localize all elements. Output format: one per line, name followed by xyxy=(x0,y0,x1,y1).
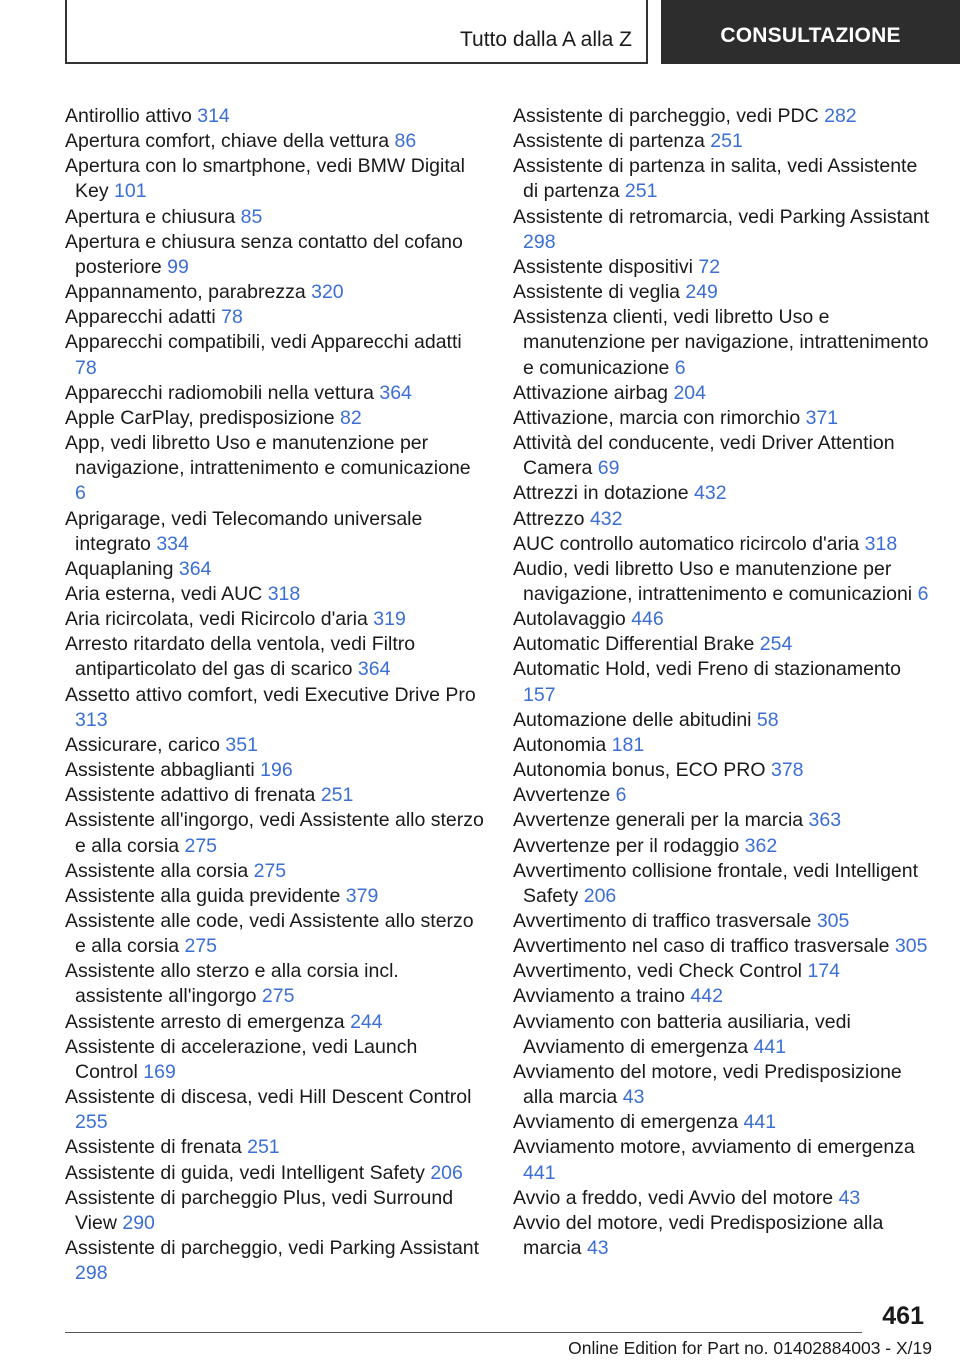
index-entry-text: Assistente di partenza xyxy=(513,130,705,153)
index-entry-text: Assistente alle code, vedi Assistente allo sterzo e alla corsia xyxy=(65,910,474,958)
index-entry xyxy=(65,431,485,506)
index-entry-text: Avvertenze per il rodaggio xyxy=(513,834,740,857)
index-entry xyxy=(513,129,933,154)
page-reference-link[interactable]: 174 xyxy=(807,960,840,983)
page-reference-link[interactable]: 305 xyxy=(816,910,850,932)
index-entry-text: Assistente arresto di emergenza xyxy=(65,1010,345,1033)
index-entry xyxy=(65,1161,485,1186)
index-entry xyxy=(65,909,485,959)
page-reference-link[interactable]: 318 xyxy=(267,582,301,605)
index-entry xyxy=(513,154,933,204)
index-entry-text: Assistente di guida, vedi Intelligent Safety xyxy=(65,1161,425,1184)
page-reference-link[interactable]: 362 xyxy=(744,834,778,857)
page-reference-link[interactable]: 6 xyxy=(75,482,86,505)
page-reference-link[interactable]: 69 xyxy=(597,457,620,480)
index-entry xyxy=(65,154,485,204)
page-reference-link[interactable]: 442 xyxy=(690,985,723,1008)
index-entry-text: Assistente di discesa, vedi Hill Descent Control xyxy=(65,1086,472,1109)
index-entry-text: Automatic Differential Brake xyxy=(513,633,755,656)
index-entry xyxy=(513,909,933,934)
chapter-tab xyxy=(661,0,960,64)
page-reference-link[interactable]: 6 xyxy=(615,784,627,807)
chapter-tab-label: CONSULTAZIONE xyxy=(720,24,901,47)
index-entry xyxy=(65,1236,485,1286)
page-reference-link[interactable]: 432 xyxy=(589,507,623,530)
index-entry xyxy=(513,758,933,783)
index-entry xyxy=(65,607,485,632)
index-entry-text: Avviamento del motore, vedi Predisposizione alla marcia xyxy=(513,1060,902,1109)
page-reference-link[interactable]: 334 xyxy=(156,532,189,555)
page-reference-link[interactable]: 254 xyxy=(759,633,793,656)
index-entry xyxy=(65,582,485,607)
index-entry-text: Avvertimento, vedi Check Control xyxy=(513,960,803,983)
index-entry-text: Assistente di accelerazione, vedi Launch Control xyxy=(65,1035,418,1083)
index-entry xyxy=(65,104,485,129)
index-entry-text: Assistente alla corsia xyxy=(65,859,249,882)
page-reference-link[interactable]: 364 xyxy=(379,381,412,404)
index-entry xyxy=(513,1010,933,1060)
index-entry xyxy=(65,959,485,1009)
page-reference-link[interactable]: 99 xyxy=(167,255,189,278)
index-entry xyxy=(65,884,485,909)
index-entry-text: Assicurare, carico xyxy=(65,733,220,756)
page-reference-link[interactable]: 244 xyxy=(350,1010,383,1033)
index-entry xyxy=(65,205,485,230)
index-entry xyxy=(65,557,485,582)
index-entry xyxy=(513,532,933,557)
index-entry xyxy=(65,305,485,330)
page-reference-link[interactable]: 319 xyxy=(373,608,406,631)
page-reference-link[interactable]: 82 xyxy=(339,406,362,429)
index-entry xyxy=(65,381,485,406)
index-entry xyxy=(513,481,933,506)
page-reference-link[interactable]: 378 xyxy=(770,759,804,782)
index-entry xyxy=(65,683,485,733)
page-reference-link[interactable]: 441 xyxy=(523,1161,556,1184)
page-reference-link[interactable]: 290 xyxy=(122,1211,155,1234)
index-entry xyxy=(513,808,933,833)
index-entry xyxy=(65,1085,485,1135)
index-entry xyxy=(513,632,933,657)
index-entry-text: Aria esterna, vedi AUC xyxy=(65,582,263,605)
index-entry xyxy=(513,205,933,255)
page-reference-link[interactable]: 58 xyxy=(756,708,779,731)
index-entry xyxy=(65,733,485,758)
page-reference-link[interactable]: 446 xyxy=(631,608,664,631)
index-entry xyxy=(513,406,933,431)
page-reference-link[interactable]: 305 xyxy=(894,935,928,958)
index-entry xyxy=(513,1135,933,1185)
index-entry-text: Autolavaggio xyxy=(513,608,626,631)
index-entry-text: Avviamento motore, avviamento di emergenza xyxy=(513,1136,915,1159)
page-reference-link[interactable]: 275 xyxy=(184,935,218,958)
page-reference-link[interactable]: 78 xyxy=(75,356,97,379)
page-reference-link[interactable]: 101 xyxy=(114,180,147,203)
index-entry-text: Attrezzo xyxy=(513,507,585,530)
index-entry xyxy=(513,733,933,758)
page-reference-link[interactable]: 251 xyxy=(624,180,658,203)
index-entry-text: Assetto attivo comfort, vedi Executive Drive Pro xyxy=(65,683,476,706)
index-entry xyxy=(513,984,933,1009)
index-entry-text: Assistente allo sterzo e alla corsia incl. assistente all'ingorgo xyxy=(65,960,399,1008)
index-entry xyxy=(65,783,485,808)
index-entry-text: Assistente di frenata xyxy=(65,1136,242,1159)
page-reference-link[interactable]: 43 xyxy=(586,1237,609,1260)
index-entry xyxy=(513,1186,933,1211)
index-entry-text: Avvertenze xyxy=(513,784,611,807)
page-reference-link[interactable]: 363 xyxy=(808,809,842,832)
index-entry xyxy=(513,507,933,532)
page-reference-link[interactable]: 320 xyxy=(311,281,344,304)
index-entry-text: Assistente all'ingorgo, vedi Assistente allo sterzo e alla corsia xyxy=(65,809,484,857)
index-entry-text: Avvertimento collisione frontale, vedi Intelligent Safety xyxy=(513,859,919,907)
index-entry-text: Avvertenze generali per la marcia xyxy=(513,809,804,832)
index-entry-text: Attività del conducente, vedi Driver Attention Camera xyxy=(513,432,895,480)
index-entry xyxy=(513,607,933,632)
page-reference-link[interactable]: 275 xyxy=(253,859,287,882)
index-entry xyxy=(513,959,933,984)
page-reference-link[interactable]: 432 xyxy=(694,482,727,505)
index-entry-text: Avvio del motore, vedi Predisposizione alla marcia xyxy=(513,1211,884,1260)
page-reference-link[interactable]: 364 xyxy=(357,658,391,681)
index-entry-text: Assistente di partenza in salita, vedi Assistente di partenza xyxy=(513,155,918,203)
index-entry-text: Assistente adattivo di frenata xyxy=(65,784,316,807)
index-entry xyxy=(65,859,485,884)
page-reference-link[interactable]: 251 xyxy=(247,1136,280,1159)
index-entry-text: Assistente di veglia xyxy=(513,281,680,304)
index-entry xyxy=(513,783,933,808)
index-entry-text: Audio, vedi libretto Uso e manutenzione per navigazione, intrattenimento e comunicazioni xyxy=(513,557,913,605)
page-reference-link[interactable]: 78 xyxy=(221,306,243,329)
index-entry-text: Assistente di parcheggio, vedi Parking Assistant xyxy=(65,1237,480,1260)
index-entry-text: Apertura comfort, chiave della vettura xyxy=(65,130,390,153)
page-reference-link[interactable]: 6 xyxy=(917,582,929,605)
page-reference-link[interactable]: 441 xyxy=(743,1111,777,1134)
index-entry xyxy=(65,758,485,783)
page-reference-link[interactable]: 314 xyxy=(197,105,230,127)
index-entry xyxy=(513,557,933,607)
page-reference-link[interactable]: 275 xyxy=(184,834,218,857)
index-entry-text: Attivazione airbag xyxy=(513,381,669,404)
index-entry xyxy=(65,1035,485,1085)
index-entry xyxy=(65,1135,485,1160)
index-entry-text: Apertura e chiusura xyxy=(65,205,236,228)
page-reference-link[interactable]: 251 xyxy=(710,130,743,153)
index-entry xyxy=(513,1060,933,1110)
page-reference-link[interactable]: 379 xyxy=(345,884,379,907)
index-entry-text: Apertura e chiusura senza contatto del cofano posteriore xyxy=(65,230,463,278)
index-entry-text: Attrezzi in dotazione xyxy=(513,482,689,505)
page-reference-link[interactable]: 351 xyxy=(225,733,258,756)
index-entry-text: Assistente di retromarcia, vedi Parking Assistant xyxy=(513,205,930,228)
index-entry-text: Avviamento a traino xyxy=(513,985,685,1008)
index-entry-text: Autonomia xyxy=(513,733,607,756)
index-entry-text: Appannamento, parabrezza xyxy=(65,281,306,304)
page-reference-link[interactable]: 298 xyxy=(523,230,556,253)
page-reference-link[interactable]: 249 xyxy=(685,281,718,304)
index-entry-text: App, vedi libretto Uso e manutenzione per navigazione, intrattenimento e comunicazione xyxy=(65,432,471,480)
index-entry xyxy=(65,280,485,305)
page-reference-link[interactable]: 157 xyxy=(523,683,556,706)
index-entry-text: Avvio a freddo, vedi Avvio del motore xyxy=(513,1186,834,1209)
index-entry xyxy=(513,934,933,959)
page-reference-link[interactable]: 204 xyxy=(673,381,706,404)
index-entry-text: Avvertimento di traffico trasversale xyxy=(513,910,812,932)
index-entry xyxy=(65,330,485,380)
index-entry-text: Avviamento con batteria ausiliaria, vedi Avviamento di emergenza xyxy=(513,1010,851,1058)
page-reference-link[interactable]: 72 xyxy=(698,255,721,278)
index-column-right xyxy=(513,104,933,1261)
index-entry xyxy=(65,230,485,280)
page-reference-link[interactable]: 206 xyxy=(430,1161,463,1184)
index-entry xyxy=(513,859,933,909)
index-entry-text: Aprigarage, vedi Telecomando universale integrato xyxy=(65,507,423,555)
index-entry xyxy=(513,708,933,733)
index-entry xyxy=(513,381,933,406)
index-entry-text: Assistente di parcheggio Plus, vedi Surround View xyxy=(65,1186,454,1234)
index-entry-text: Apparecchi radiomobili nella vettura xyxy=(65,381,374,404)
index-entry-text: Automazione delle abitudini xyxy=(513,708,752,731)
page-reference-link[interactable]: 275 xyxy=(261,985,295,1008)
footer-divider xyxy=(65,1332,862,1333)
page-number: 461 xyxy=(882,1302,924,1330)
page-reference-link[interactable]: 298 xyxy=(75,1262,108,1285)
index-entry-text: Avviamento di emergenza xyxy=(513,1111,739,1134)
index-entry xyxy=(513,255,933,280)
page-reference-link[interactable]: 43 xyxy=(838,1186,861,1209)
index-entry xyxy=(65,507,485,557)
index-entry xyxy=(513,1110,933,1135)
page-reference-link[interactable]: 6 xyxy=(674,356,686,379)
index-entry xyxy=(513,305,933,380)
edition-note: Online Edition for Part no. 01402884003 - X/19 xyxy=(568,1338,932,1358)
index-entry-text: Attivazione, marcia con rimorchio xyxy=(513,406,801,429)
index-entry-text: Assistente alla guida previdente xyxy=(65,884,341,907)
index-entry xyxy=(65,808,485,858)
index-entry xyxy=(513,1211,933,1261)
index-entry xyxy=(65,129,485,154)
page-reference-link[interactable]: 255 xyxy=(75,1111,108,1134)
page-reference-link[interactable]: 318 xyxy=(864,532,898,555)
index-entry xyxy=(513,431,933,481)
page-reference-link[interactable]: 196 xyxy=(260,759,293,782)
index-entry-text: Automatic Hold, vedi Freno di stazionamento xyxy=(513,658,902,681)
index-entry-text: AUC controllo automatico ricircolo d'aria xyxy=(513,532,860,555)
index-entry-text: Apparecchi compatibili, vedi Apparecchi adatti xyxy=(65,331,462,354)
index-entry xyxy=(513,104,933,129)
section-title: Tutto dalla A alla Z xyxy=(460,28,632,51)
page-reference-link[interactable]: 169 xyxy=(143,1060,176,1083)
index-entry-text: Assistente abbaglianti xyxy=(65,759,255,782)
index-entry-text: Aquaplaning xyxy=(65,557,174,580)
page-reference-link[interactable]: 441 xyxy=(753,1035,787,1058)
index-entry-text: Aria ricircolata, vedi Ricircolo d'aria xyxy=(65,608,368,631)
page-reference-link[interactable]: 43 xyxy=(622,1086,645,1109)
page-reference-link[interactable]: 364 xyxy=(178,557,212,580)
index-entry xyxy=(513,657,933,707)
index-entry xyxy=(65,406,485,431)
index-entry xyxy=(65,632,485,682)
index-entry-text: Arresto ritardato della ventola, vedi Filtro antiparticolato del gas di scarico xyxy=(65,633,416,681)
index-entry-text: Assistente dispositivi xyxy=(513,255,693,278)
index-entry-text: Apertura con lo smartphone, vedi BMW Digital Key xyxy=(65,155,465,203)
index-entry-text: Avvertimento nel caso di traffico trasversale xyxy=(513,935,890,958)
page-reference-link[interactable]: 371 xyxy=(805,406,839,429)
page-reference-link[interactable]: 251 xyxy=(320,784,354,807)
page-reference-link[interactable]: 181 xyxy=(611,733,645,756)
page-reference-link[interactable]: 313 xyxy=(75,708,108,731)
page-reference-link[interactable]: 85 xyxy=(240,205,263,228)
index-entry xyxy=(65,1010,485,1035)
index-entry xyxy=(513,834,933,859)
index-entry-text: Antirollio attivo xyxy=(65,105,192,127)
index-entry-text: Autonomia bonus, ECO PRO xyxy=(513,759,766,782)
page-reference-link[interactable]: 282 xyxy=(824,105,857,127)
index-entry-text: Assistenza clienti, vedi libretto Uso e manutenzione per navigazione, intrattenimento e comunicazione xyxy=(513,306,929,379)
index-entry xyxy=(65,1186,485,1236)
index-entry-text: Assistente di parcheggio, vedi PDC xyxy=(513,105,819,127)
index-column-left xyxy=(65,104,485,1286)
page-reference-link[interactable]: 86 xyxy=(394,130,417,153)
page-reference-link[interactable]: 206 xyxy=(583,884,617,907)
index-entry-text: Apple CarPlay, predisposizione xyxy=(65,406,335,429)
index-entry-text: Apparecchi adatti xyxy=(65,306,216,329)
index-entry xyxy=(513,280,933,305)
